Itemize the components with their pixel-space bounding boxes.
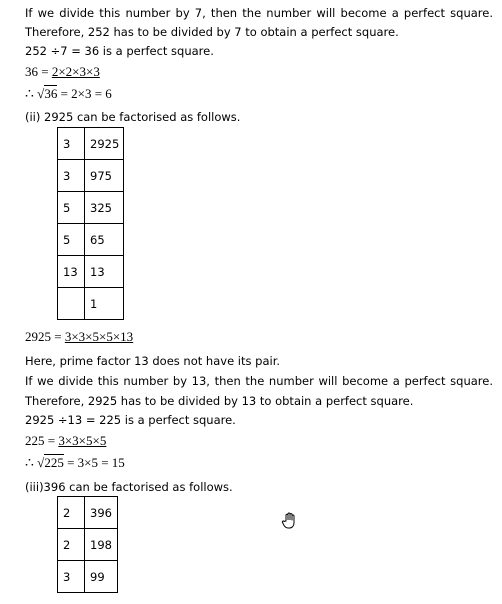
equation-lhs: 225 =	[25, 433, 56, 448]
hand-pointer-icon	[281, 512, 297, 532]
factor-table-396	[57, 496, 118, 593]
therefore-symbol: ∴	[25, 87, 34, 102]
radical-sign: √	[37, 86, 45, 101]
equation-lhs: 2925 =	[25, 329, 62, 344]
divisor-cell: 3	[58, 128, 85, 160]
divisor-cell: 3	[58, 160, 85, 192]
factor-row	[58, 192, 124, 224]
paragraph-13-no-pair: Here, prime factor 13 does not have its pair.	[25, 354, 281, 368]
quotient-cell: 13	[85, 256, 124, 288]
quotient-cell: 1	[85, 288, 124, 320]
equation-rhs: 3×3×5×5	[58, 433, 107, 448]
equation-rhs: 3×3×5×5×13	[64, 329, 134, 344]
equation-225-factors	[25, 433, 106, 449]
paragraph-252-perfect-square: 252 ÷7 = 36 is a perfect square.	[25, 44, 214, 58]
radical-sign: √	[37, 455, 45, 470]
factor-row	[58, 529, 118, 561]
factor-row	[58, 497, 118, 529]
equation-result: = 2×3 = 6	[57, 86, 112, 101]
quotient-cell: 99	[85, 561, 118, 593]
factor-row	[58, 256, 124, 288]
divisor-cell: 2	[58, 497, 85, 529]
factor-row	[58, 128, 124, 160]
quotient-cell: 975	[85, 160, 124, 192]
factor-row	[58, 561, 118, 593]
factor-row	[58, 224, 124, 256]
paragraph-2925-perfect-square: 2925 ÷13 = 225 is a perfect square.	[25, 413, 236, 427]
paragraph-iii-396: (iii)396 can be factorised as follows.	[25, 480, 233, 494]
paragraph-therefore-252: Therefore, 252 has to be divided by 7 to obtain a perfect square.	[25, 25, 399, 39]
therefore-symbol: ∴	[25, 456, 34, 471]
factor-row	[58, 160, 124, 192]
equation-lhs: 36 =	[25, 64, 49, 79]
equation-36-factors	[25, 64, 100, 80]
equation-sqrt-36	[25, 86, 112, 103]
radicand: 225	[44, 455, 64, 470]
divisor-cell: 2	[58, 529, 85, 561]
equation-sqrt-225	[25, 455, 125, 472]
divisor-cell: 3	[58, 561, 85, 593]
paragraph-ii-2925: (ii) 2925 can be factorised as follows.	[25, 110, 241, 124]
divisor-cell	[58, 288, 85, 320]
divisor-cell: 5	[58, 192, 85, 224]
divisor-cell: 5	[58, 224, 85, 256]
paragraph-divide-by-13: If we divide this number by 13, then the number will become a perfect square.	[25, 374, 493, 388]
equation-rhs: 2×2×3×3	[51, 64, 100, 79]
factor-row	[58, 288, 124, 320]
quotient-cell: 2925	[85, 128, 124, 160]
factor-table-2925	[57, 127, 124, 320]
quotient-cell: 396	[85, 497, 118, 529]
paragraph-divide-by-7: If we divide this number by 7, then the number will become a perfect square.	[25, 6, 493, 20]
equation-2925-factors	[25, 329, 133, 345]
equation-result: = 3×5 = 15	[63, 455, 125, 470]
quotient-cell: 325	[85, 192, 124, 224]
radicand: 36	[44, 86, 58, 101]
paragraph-therefore-2925: Therefore, 2925 has to be divided by 13 to obtain a perfect square.	[25, 394, 414, 408]
divisor-cell: 13	[58, 256, 85, 288]
quotient-cell: 65	[85, 224, 124, 256]
quotient-cell: 198	[85, 529, 118, 561]
